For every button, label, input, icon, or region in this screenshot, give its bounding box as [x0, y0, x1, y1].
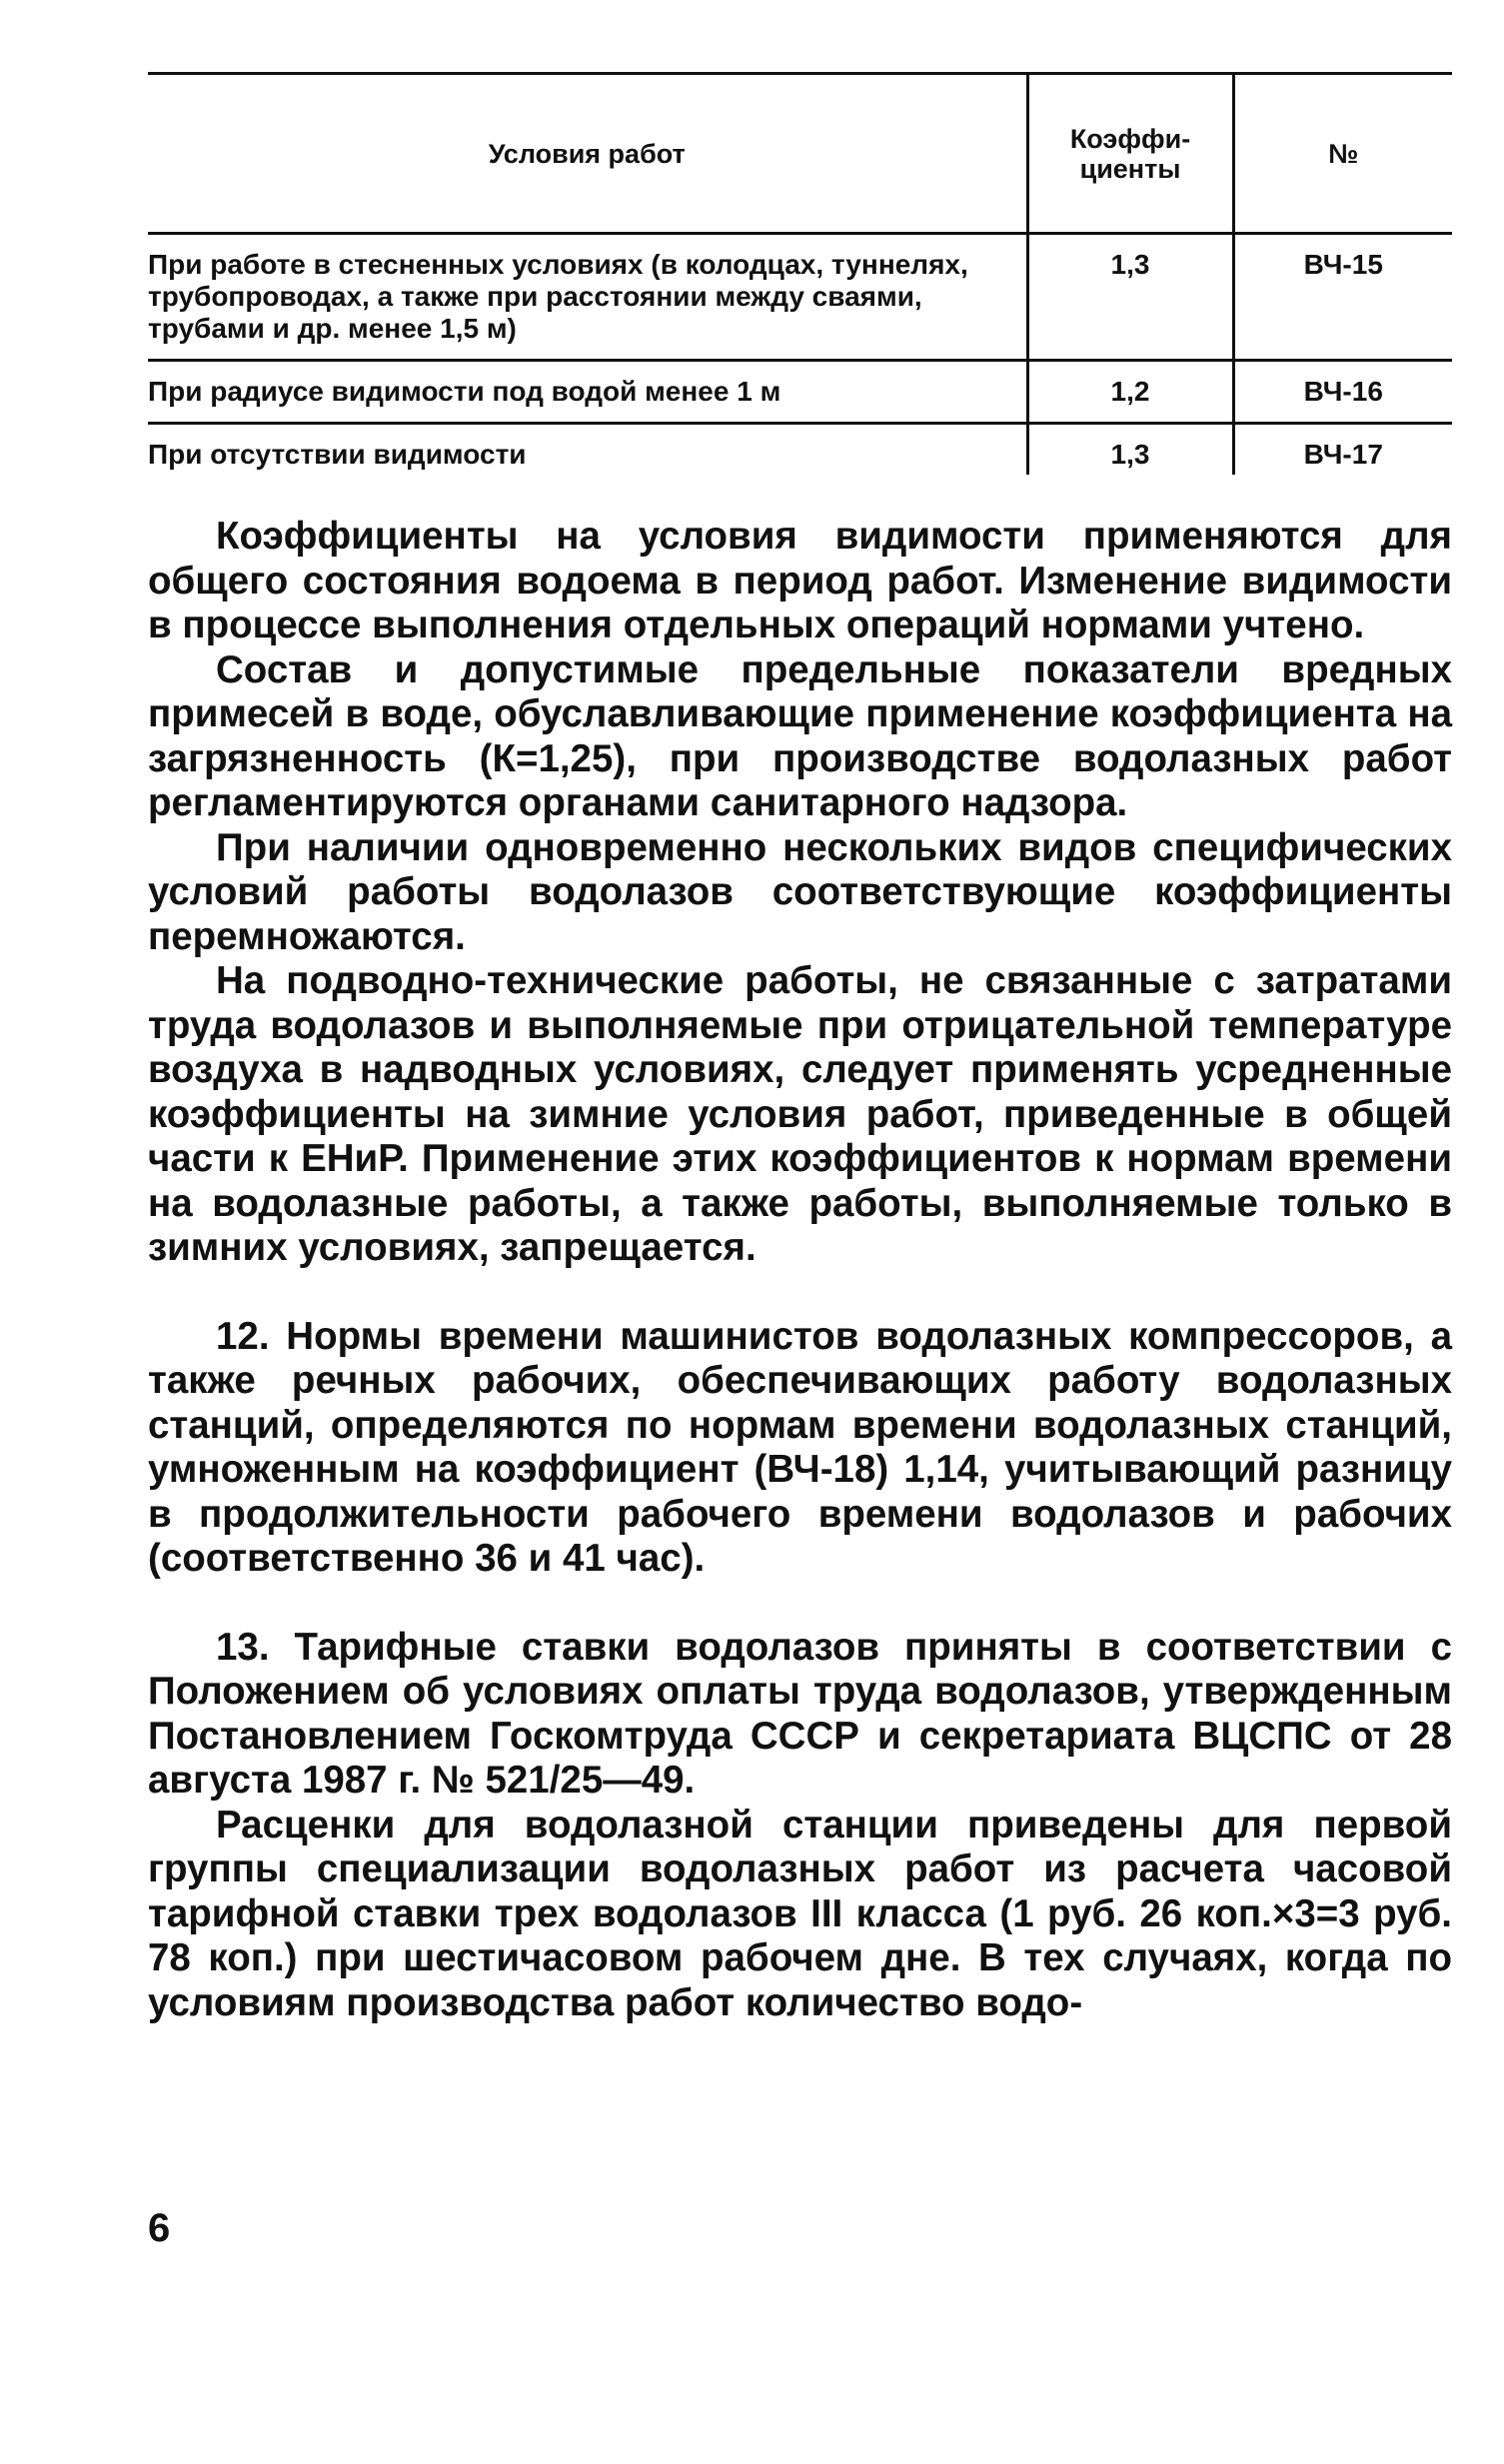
row-condition: При работе в стесненных условиях (в колодцах, туннелях, трубопроводах, а также при расстоянии между сваями, трубами и др. менее 1,5 м) — [148, 234, 1027, 361]
row-code: ВЧ-16 — [1233, 361, 1452, 424]
paragraph-multiple-conditions: При наличии одновременно нескольких видов специфических условий работы водолазов соответствующие коэффициенты перемножаются. — [148, 825, 1452, 958]
paragraph-rates: Расценки для водолазной станции приведены для первой группы специализации водолазных работ из расчета часовой тарифной ставки трех водолазов III класса (1 руб. 26 коп.×3=3 руб. 78 коп.) при шестичасовом рабочем дне. В тех случаях, когда по условиям производства работ количество водо- — [148, 1803, 1452, 2024]
document-page — [148, 72, 1452, 2025]
row-coefficient: 1,3 — [1027, 234, 1233, 361]
row-condition: При радиусе видимости под водой менее 1 м — [148, 361, 1027, 424]
header-coefficients-line2: циенты — [1079, 153, 1181, 184]
table-row — [148, 234, 1452, 361]
row-code: ВЧ-15 — [1233, 234, 1452, 361]
paragraph-contamination: Состав и допустимые предельные показатели вредных примесей в воде, обуславливающие применение коэффициента на загрязненность (К=1,25), при производстве водолазных работ регламентируются органами санитарного надзора. — [148, 647, 1452, 824]
body-text — [148, 515, 1452, 2025]
row-coefficient: 1,2 — [1027, 361, 1233, 424]
paragraph-item-13: 13. Тарифные ставки водолазов приняты в соответствии с Положением об условиях оплаты труда водолазов, утвержденным Постановлением Госкомтруда СССР и секретариата ВЦСПС от 28 августа 1987 г. № 521/25—49. — [148, 1625, 1452, 1802]
table-row — [148, 424, 1452, 476]
table-row — [148, 361, 1452, 424]
table-header-row — [148, 74, 1452, 234]
row-condition: При отсутствии видимости — [148, 439, 527, 470]
page-number: 6 — [148, 2206, 171, 2250]
header-conditions: Условия работ — [148, 74, 1027, 234]
header-coefficients — [1027, 74, 1233, 234]
paragraph-winter-coefficients: На подводно-технические работы, не связанные с затратами труда водолазов и выполняемые при отрицательной температуре воздуха в надводных условиях, следует применять усредненные коэффициенты на зимние условия работ, приведенные в общей части к ЕНиР. Применение этих коэффициентов к нормам времени на водолазные работы, а также работы, выполняемые только в зимних условиях, запрещается. — [148, 959, 1452, 1269]
conditions-table — [148, 72, 1452, 475]
header-number: № — [1233, 74, 1452, 234]
row-coefficient: 1,3 — [1027, 424, 1233, 476]
paragraph-visibility: Коэффициенты на условия видимости применяются для общего состояния водоема в период работ. Изменение видимости в процессе выполнения отдельных операций нормами учтено. — [148, 515, 1452, 646]
header-coefficients-line1: Коэффи- — [1069, 123, 1191, 154]
row-code: ВЧ-17 — [1233, 424, 1452, 476]
paragraph-item-12: 12. Нормы времени машинистов водолазных компрессоров, а также речных рабочих, обеспечивающих работу водолазных станций, определяются по нормам времени водолазных станций, умноженным на коэффициент (ВЧ-18) 1,14, учитывающий разницу в продолжительности рабочего времени водолазов и рабочих (соответственно 36 и 41 час). — [148, 1314, 1452, 1580]
